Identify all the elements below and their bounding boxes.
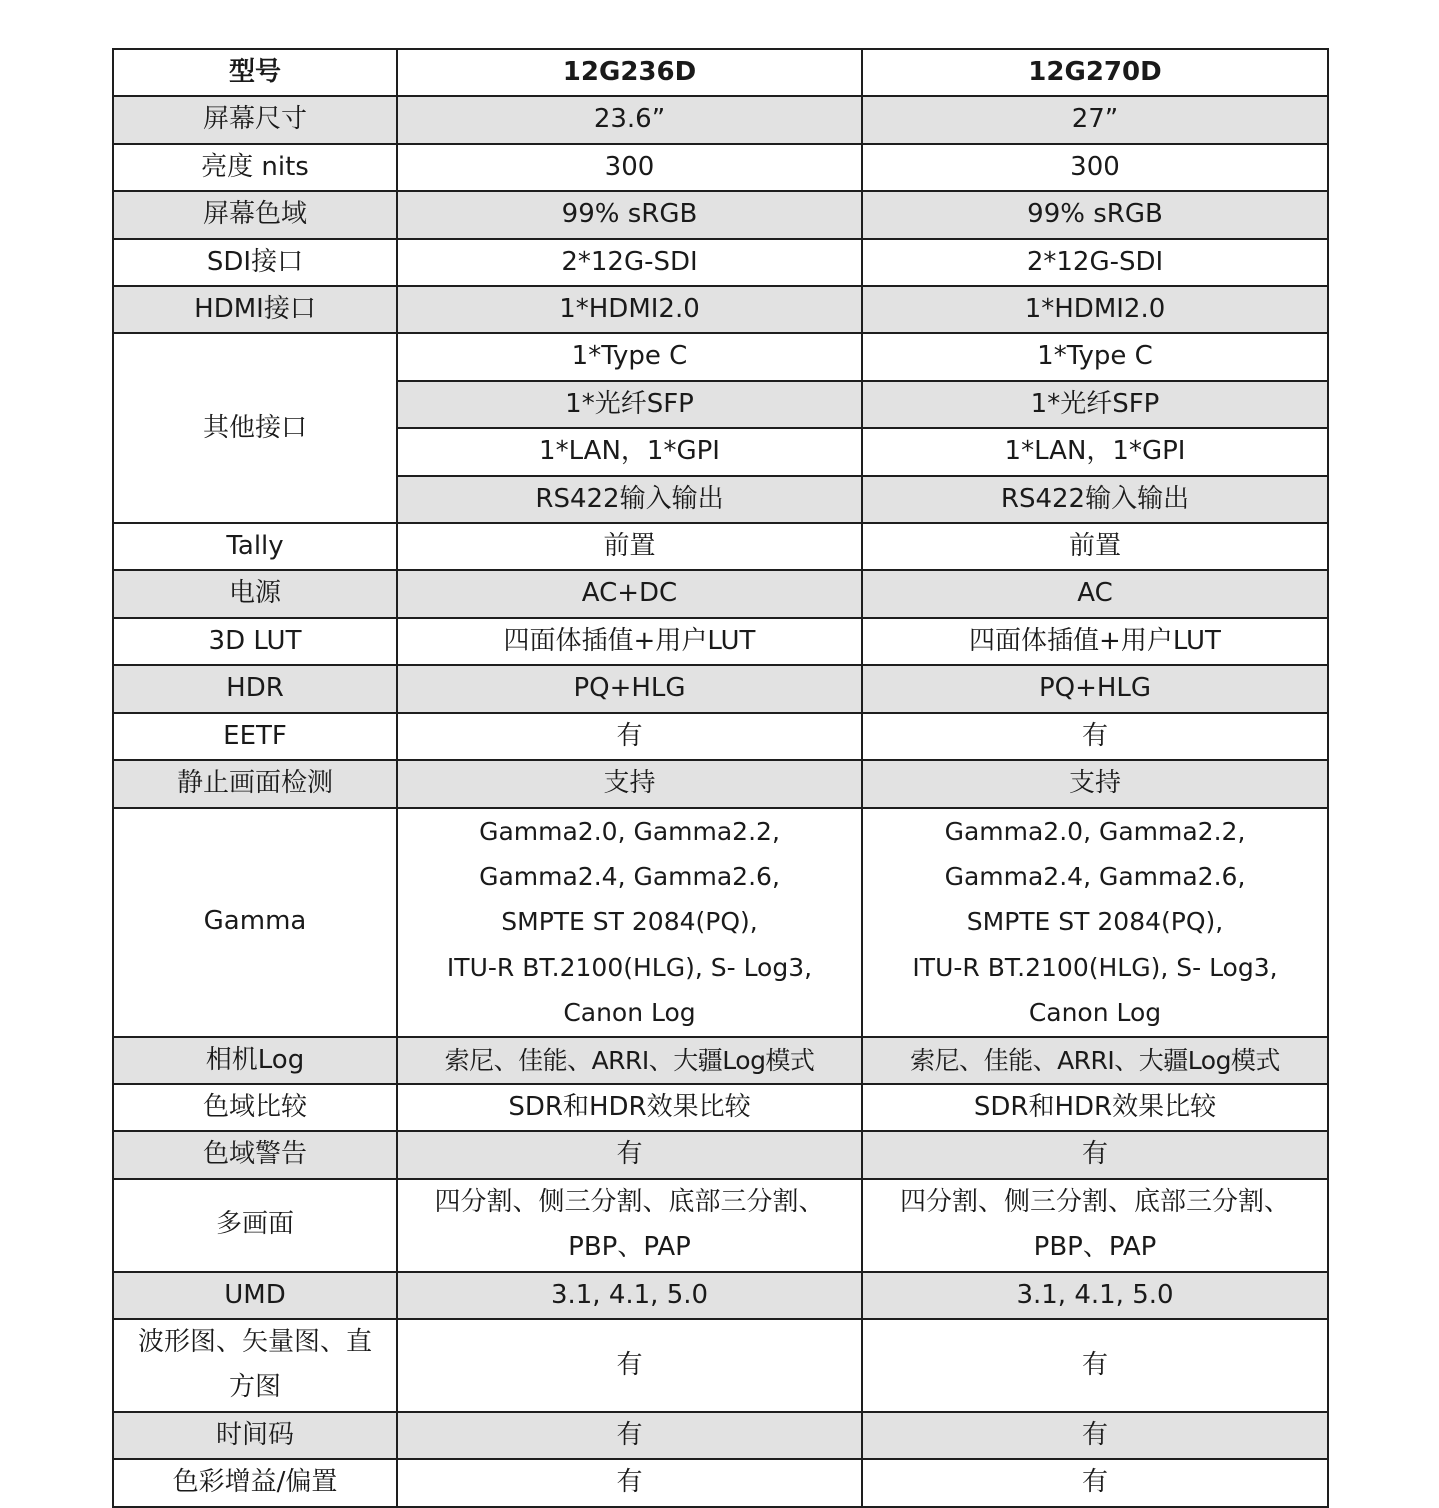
table-row	[113, 665, 1328, 712]
row-label-cell: UMD	[113, 1272, 397, 1319]
row-label-cell: 亮度 nits	[113, 144, 397, 191]
table-row	[113, 1459, 1328, 1506]
model-b-value-cell: 有	[862, 1131, 1328, 1178]
table-row	[113, 1037, 1328, 1084]
model-a-value-cell: 3.1, 4.1, 5.0	[397, 1272, 862, 1319]
row-label-cell: 波形图、矢量图、直 方图	[113, 1319, 397, 1412]
table-row	[113, 239, 1328, 286]
model-a-value-cell: SDR和HDR效果比较	[397, 1084, 862, 1131]
row-label-cell: 电源	[113, 570, 397, 617]
table-row	[113, 713, 1328, 760]
row-label-cell: 屏幕尺寸	[113, 96, 397, 143]
model-b-value-cell: 27”	[862, 96, 1328, 143]
table-row	[113, 333, 1328, 380]
row-label-cell: 时间码	[113, 1412, 397, 1459]
model-b-value-cell: 99% sRGB	[862, 191, 1328, 238]
row-label-cell: SDI接口	[113, 239, 397, 286]
table-row	[113, 618, 1328, 665]
model-a-value-cell: 前置	[397, 523, 862, 570]
model-b-value-cell: PQ+HLG	[862, 665, 1328, 712]
model-b-value-cell: 四分割、侧三分割、底部三分割、 PBP、PAP	[862, 1179, 1328, 1272]
model-a-value-cell: 300	[397, 144, 862, 191]
model-a-value-cell: 1*Type C	[397, 333, 862, 380]
model-b-value-cell: 支持	[862, 760, 1328, 807]
row-label-cell: 色域警告	[113, 1131, 397, 1178]
model-b-value-cell: 1*HDMI2.0	[862, 286, 1328, 333]
model-b-value-cell: 1*Type C	[862, 333, 1328, 380]
row-label-cell: Tally	[113, 523, 397, 570]
table-row	[113, 96, 1328, 143]
model-a-value-cell: 有	[397, 713, 862, 760]
row-label-cell: 色彩增益/偏置	[113, 1459, 397, 1506]
model-b-value-cell: 300	[862, 144, 1328, 191]
table-row	[113, 1412, 1328, 1459]
model-b-value-cell: 有	[862, 1319, 1328, 1412]
model-b-value-cell: 有	[862, 1412, 1328, 1459]
model-a-value-cell: RS422输入输出	[397, 476, 862, 523]
row-label-cell: 3D LUT	[113, 618, 397, 665]
model-a-value-cell: AC+DC	[397, 570, 862, 617]
header-model-b-cell: 12G270D	[862, 49, 1328, 96]
table-row	[113, 1179, 1328, 1272]
spec-table	[112, 48, 1329, 1508]
table-row	[113, 1084, 1328, 1131]
header-label-cell: 型号	[113, 49, 397, 96]
model-a-value-cell: 有	[397, 1459, 862, 1506]
model-b-value-cell: 3.1, 4.1, 5.0	[862, 1272, 1328, 1319]
table-row	[113, 1131, 1328, 1178]
model-a-value-cell: 支持	[397, 760, 862, 807]
model-b-value-cell: SDR和HDR效果比较	[862, 1084, 1328, 1131]
model-a-value-cell: 23.6”	[397, 96, 862, 143]
model-b-value-cell: RS422输入输出	[862, 476, 1328, 523]
model-b-value-cell: 有	[862, 713, 1328, 760]
model-b-value-cell: 有	[862, 1459, 1328, 1506]
model-b-value-cell: 索尼、佳能、ARRI、大疆Log模式	[862, 1037, 1328, 1084]
model-a-value-cell: 四分割、侧三分割、底部三分割、 PBP、PAP	[397, 1179, 862, 1272]
model-a-value-cell: Gamma2.0, Gamma2.2, Gamma2.4, Gamma2.6, SMPTE ST 2084(PQ), ITU-R BT.2100(HLG), S- Log3, Canon Log	[397, 808, 862, 1037]
table-row	[113, 144, 1328, 191]
header-row	[113, 49, 1328, 96]
model-a-value-cell: 1*LAN，1*GPI	[397, 428, 862, 475]
model-b-value-cell: AC	[862, 570, 1328, 617]
model-a-value-cell: 有	[397, 1319, 862, 1412]
row-label-cell: 其他接口	[113, 333, 397, 523]
row-label-cell: EETF	[113, 713, 397, 760]
row-label-cell: 多画面	[113, 1179, 397, 1272]
model-b-value-cell: 1*光纤SFP	[862, 381, 1328, 428]
row-label-cell: 屏幕色域	[113, 191, 397, 238]
table-row	[113, 286, 1328, 333]
row-label-cell: Gamma	[113, 808, 397, 1037]
table-row	[113, 1319, 1328, 1412]
table-row	[113, 1272, 1328, 1319]
row-label-cell: 静止画面检测	[113, 760, 397, 807]
table-row	[113, 808, 1328, 1037]
row-label-cell: HDMI接口	[113, 286, 397, 333]
model-a-value-cell: 四面体插值+用户LUT	[397, 618, 862, 665]
model-a-value-cell: 99% sRGB	[397, 191, 862, 238]
header-model-a-cell: 12G236D	[397, 49, 862, 96]
model-b-value-cell: Gamma2.0, Gamma2.2, Gamma2.4, Gamma2.6, SMPTE ST 2084(PQ), ITU-R BT.2100(HLG), S- Log3, Canon Log	[862, 808, 1328, 1037]
table-row	[113, 523, 1328, 570]
model-a-value-cell: PQ+HLG	[397, 665, 862, 712]
model-a-value-cell: 2*12G-SDI	[397, 239, 862, 286]
row-label-cell: 相机Log	[113, 1037, 397, 1084]
table-row	[113, 570, 1328, 617]
model-a-value-cell: 有	[397, 1412, 862, 1459]
model-b-value-cell: 2*12G-SDI	[862, 239, 1328, 286]
model-a-value-cell: 1*光纤SFP	[397, 381, 862, 428]
model-a-value-cell: 1*HDMI2.0	[397, 286, 862, 333]
model-a-value-cell: 索尼、佳能、ARRI、大疆Log模式	[397, 1037, 862, 1084]
row-label-cell: HDR	[113, 665, 397, 712]
model-a-value-cell: 有	[397, 1131, 862, 1178]
table-row	[113, 191, 1328, 238]
model-b-value-cell: 前置	[862, 523, 1328, 570]
model-b-value-cell: 四面体插值+用户LUT	[862, 618, 1328, 665]
model-b-value-cell: 1*LAN，1*GPI	[862, 428, 1328, 475]
row-label-cell: 色域比较	[113, 1084, 397, 1131]
spec-table-body	[113, 49, 1328, 1507]
table-row	[113, 760, 1328, 807]
